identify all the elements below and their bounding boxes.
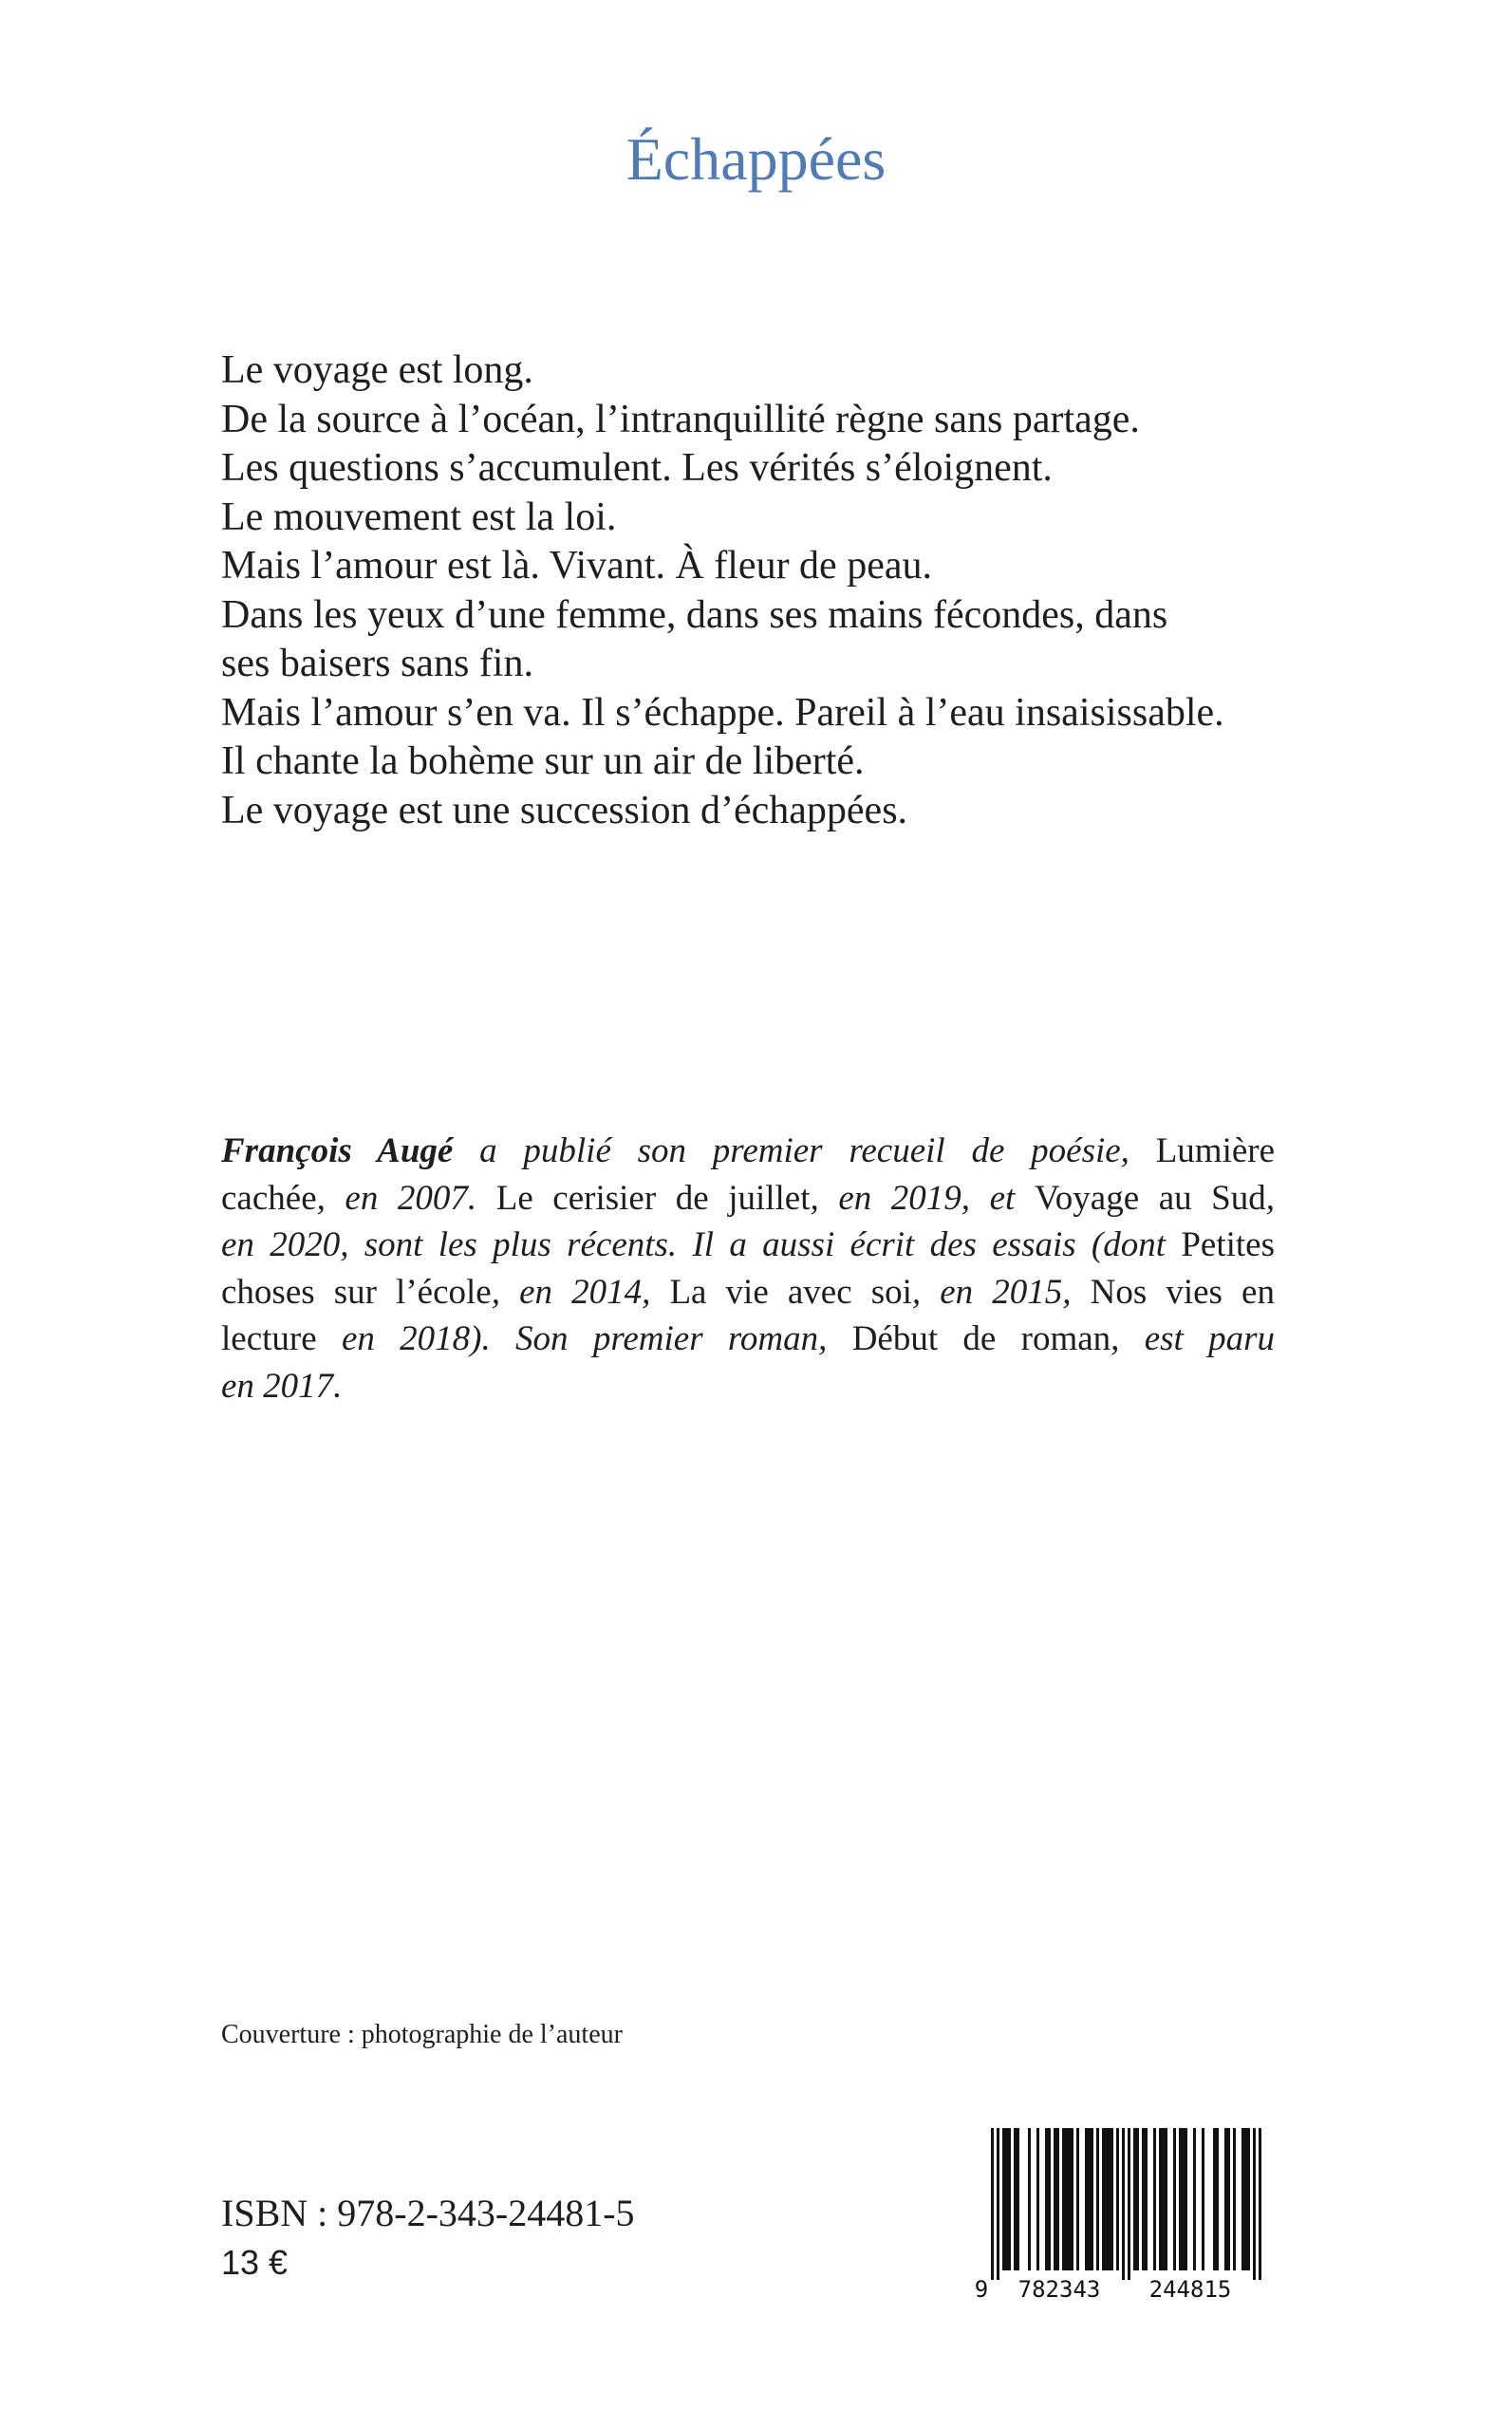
barcode-bar [1065,2128,1068,2270]
barcode-bar [1076,2128,1079,2270]
barcode-bar [1116,2128,1119,2270]
barcode-bar [1048,2128,1051,2270]
barcode-bar [997,2128,999,2280]
barcode-bar [1216,2128,1219,2270]
barcode-bar [1017,2128,1019,2270]
poem-line: Le voyage est une succession d’échappées. [221,788,908,832]
back-cover-poem [221,346,1303,835]
barcode-bar [1045,2128,1048,2270]
barcode-bar [1085,2128,1088,2270]
bio-text: , [1265,1178,1276,1218]
barcode-bar [1193,2128,1196,2270]
barcode-bar [1056,2128,1059,2270]
bio-text: a publié son premier recueil de poésie, [453,1131,1156,1170]
bio-text: , en 2014, [491,1272,670,1312]
barcode-bar [1062,2128,1065,2270]
barcode-bar [1108,2128,1111,2270]
bio-text: , en 2019, et [810,1178,1035,1218]
barcode-digits: 9 [974,2276,989,2303]
bio-line [221,1269,1275,1317]
barcode-bar [1145,2128,1148,2270]
barcode-bar [1224,2128,1227,2270]
barcode-bar [1005,2128,1008,2270]
barcode-bar [1259,2128,1261,2280]
barcode-bar [991,2128,994,2280]
poem-line: Les questions s’accumulent. Les vérités s’éloignent. [221,446,1053,490]
isbn-number: ISBN : 978-2-343-24481-5 [221,2192,635,2234]
bio-text: , en 2007. [316,1178,496,1218]
isbn-barcode [970,2124,1283,2305]
barcode-bar [1002,2128,1005,2270]
barcode-bar [1247,2128,1250,2270]
barcode-bar [1142,2128,1145,2270]
barcode-bar [1111,2128,1113,2270]
barcode-bar [1182,2128,1185,2270]
bio-text: Le cerisier de juillet [495,1178,811,1218]
barcode-digits: 782343 [1017,2276,1101,2303]
barcode-bar [1213,2128,1216,2270]
bio-text: Lumière [1155,1131,1276,1170]
bio-text: en 2017. [221,1366,343,1406]
poem-line: Il chante la bohème sur un air de liberté. [221,739,865,783]
barcode-bar [1159,2128,1162,2270]
bio-text: cachée [221,1178,317,1218]
barcode-bar [1102,2128,1105,2270]
barcode-bar [1233,2128,1236,2270]
barcode-bar [1179,2128,1182,2270]
barcode-bar [1088,2128,1091,2270]
bio-text: choses sur l’école [221,1272,492,1312]
barcode-bar [1036,2128,1039,2270]
poem-line: Mais l’amour est là. Vivant. À fleur de peau. [221,544,932,588]
price-label: 13 € [221,2243,289,2282]
barcode-bar [1128,2128,1130,2280]
barcode-bar [1014,2128,1017,2270]
poem-line: Le voyage est long. [221,348,533,392]
poem-line: Le mouvement est la loi. [221,495,617,539]
barcode-bar [1068,2128,1071,2270]
barcode-bar [1105,2128,1108,2270]
cover-photo-credit: Couverture : photographie de l’auteur [221,2020,623,2049]
poem-line: ses baisers sans fin. [221,642,533,685]
barcode-bar [1227,2128,1230,2270]
bio-text: Début de roman [851,1319,1111,1358]
barcode-bar [1253,2128,1256,2280]
barcode-digits: 244815 [1148,2276,1232,2303]
bio-text: Nos vies en [1090,1272,1275,1312]
bio-text: Voyage au Sud [1034,1178,1266,1218]
barcode-bar [1136,2128,1139,2270]
book-title: Échappées [625,125,887,193]
barcode-bar [1173,2128,1176,2270]
barcode-bar [1162,2128,1165,2270]
barcode-bar [1244,2128,1247,2270]
barcode-bar [1165,2128,1167,2270]
author-biography [221,1128,1275,1410]
poem-line: Mais l’amour s’en va. Il s’échappe. Pareil à l’eau insaisissable. [221,690,1224,735]
poem-line: Dans les yeux d’une femme, dans ses mains fécondes, dans [221,592,1168,637]
bio-line [221,1363,1275,1410]
barcode-bar [1054,2128,1056,2270]
bio-text: Petites [1181,1225,1275,1264]
bio-line [221,1316,1275,1363]
bio-line [221,1175,1275,1223]
barcode-bar [1122,2128,1125,2280]
barcode-bar [1028,2128,1031,2270]
bio-line [221,1222,1275,1269]
barcode-bar [1091,2128,1093,2270]
bio-text: en 2020, sont les plus récents. Il a aussi écrit des essais (dont [221,1225,1182,1264]
barcode-bar [1185,2128,1187,2270]
author-name: François Augé [221,1131,454,1170]
bio-text: La vie avec soi [669,1272,912,1312]
bio-line [221,1128,1275,1175]
barcode-bar [1202,2128,1204,2270]
barcode-bar [1153,2128,1156,2270]
barcode-bar [1071,2128,1073,2270]
barcode-bar [1133,2128,1136,2270]
bio-text: , en 2015, [911,1272,1091,1312]
bio-text: , est paru [1111,1319,1275,1358]
poem-line: De la source à l’océan, l’intranquillité règne sans partage. [221,397,1140,441]
barcode-bar [1241,2128,1244,2270]
barcode-bar [1096,2128,1099,2270]
bio-text: lecture [221,1319,317,1358]
bio-text: en 2018). Son premier roman, [316,1319,852,1358]
barcode-bar [1008,2128,1011,2270]
